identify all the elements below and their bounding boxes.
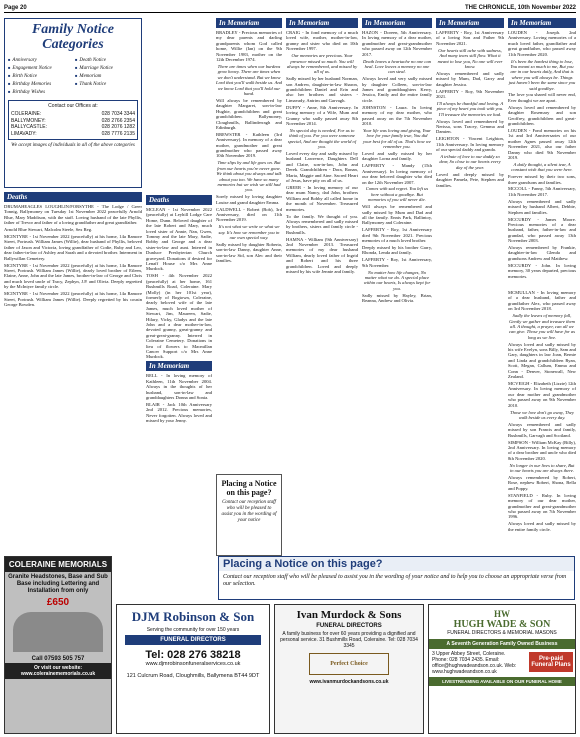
- notice-text: Sorely missed by loving daughter Louise and grand daughter Emma.: [216, 194, 282, 205]
- notice-verse: A tribute of love to our daddy so dear, So close to our hearts every day of the year.: [439, 154, 501, 170]
- ad-hugh-wade[interactable]: [428, 604, 576, 734]
- category-item: ■ Anniversary: [8, 56, 71, 64]
- notice-text: Always remembered by Frankie, daughter-in-law Glenda and grandsons Andrew and Matthew.: [508, 245, 576, 261]
- ad-subtitle: FUNERAL DIRECTORS & MEMORIAL MASONS: [447, 630, 557, 636]
- ad-address: 121 Culcrum Road, Cloughmills, Ballymena BT44 9DT: [126, 673, 260, 679]
- notice-verse: No matter how life changes, No matter what we do. A special place within our hearts, Is always kept for you.: [363, 269, 431, 291]
- office-name: COLERAINE:: [11, 111, 42, 117]
- ad-djm-robinson[interactable]: [116, 604, 270, 734]
- memoriam-header: In Memoriam: [146, 361, 212, 371]
- notice-text: GREER - In loving memory of our dear mum Nancy, dad John, brothers William and Bobby all called home in the month of November. Treasured memories.: [286, 184, 358, 212]
- notice-text: Arnold Blue Stewart, Malcolm Steele, Sex Reg.: [4, 227, 93, 233]
- category-item: ■ Birthday Memories: [8, 80, 71, 88]
- notice-text: BRADLEY - Precious memories of my dear parents and darling grandparents whom God called home, Willie (Ian) on the 9th November 1983, mother on the 12th December 1974.: [216, 30, 282, 63]
- office-phone: 028 7034 3344: [101, 111, 135, 117]
- notice-text: DUFFY - Anne, 8th Anniversary. In loving memory of a Wife, Mum and Granny who sadly passed away 8th November 2014.: [286, 104, 358, 126]
- category-item: ■ Thank Notice: [75, 80, 138, 88]
- notice-text: Sadly missed by daughter Roberta, son-in-law Danny, daughter Anne, son-in-law Sid, son Alec and their families.: [216, 242, 282, 264]
- notice-text: LAFFERTY - Mandy (15th Anniversary). In loving memory of our dear beloved daughter who died on the 12th November 2007.: [362, 163, 432, 185]
- notice-text: MCLEAN - 1st November 2022 (peacefully) at Leyhill Lodge Care Home, Dunn. Beloved daughter of the late Robert and Mary, much loved sister of Annie, Nan, Gwen, Tommy and the late Mary, Sadie, Bobby and George and a dear sister-in-law and aunt. Interred in Dunluce Presbyterian Church graveyard. Donations if desired for Lenaff House c/o Mrs Anne Murdock.: [146, 207, 212, 272]
- column-8: [508, 290, 576, 553]
- placing-banner-body: Contact our reception staff who will be pleased to assist you in the wording of your notice and to help you to choose an appropriate verse from our selection.: [223, 574, 567, 587]
- column-2: [146, 195, 212, 553]
- notice-verse: Your life was loving and giving, Your love for your family true, You did your best for all of us. That's how we remember you.: [363, 127, 431, 150]
- image-note: We accept images of individuals in all of the above categories: [11, 143, 135, 148]
- notice-text: MCCURDY - John. In loving memory, 30 years departed, precious memories.: [508, 262, 576, 279]
- notice-text: Loved and deeply missed by daughter Pamela, Pete, Stephen and families.: [436, 171, 504, 188]
- page-number: Page 20: [4, 4, 27, 11]
- notice-verse: Comes with sad regret. You left us here without a goodbye. But memories of you will never die.: [365, 186, 429, 203]
- notice-verse: No longer in our lives to share, But in our hearts you are always there.: [509, 462, 575, 474]
- notice-verse: A daily thought, a silent tear, A constant wish that you were here.: [511, 161, 573, 173]
- notice-text: Always loved and very sadly missed by daughter Colleen, son-in-law James and granddaughters Kerry, Jessica, Emily and the entire family circle.: [362, 76, 432, 103]
- office-phone: 028 2076 1282: [101, 124, 135, 130]
- ad-coleraine-memorials[interactable]: [4, 556, 112, 734]
- notice-text: MCINTYRE - 1st November 2022 (peacefully) at his home, 14a Ramore Street, Portrush. William James (Willie), dearly loved brother of Eileen, Elaine, Anne, John and the late James, brother-in-law of George and Chris and much loved uncle of Tracy, Zephyn, J.P. and Olivia. Deeply regretted by the McIntyre family circle.: [4, 262, 142, 290]
- notice-text: TOSH - 4th November 2022 (peacefully) at her home, 161 Bushmills Road, Coleraine. Mary (Molly) (in her 101st year), formerly of Bogtown, Coleraine, dearly beloved wife of the late James, much loved mother of Stewart, Jim, Maureen, Sadie, Hilary, Vicky, Gladys and the late John and a dear mother-in-law, devoted granny, great-granny and great-great-granny. Interred in Coleraine Cemetery. Donations in lieu of flowers to Macmillan Cancer Support c/o Mrs Anne Murdock.: [146, 273, 212, 360]
- notice-text: Loved and sadly missed by her daughter Lorna and family.: [362, 151, 432, 162]
- notice-text: STANFIELD - Ruby. In loving memory of our dear mother, grandmother and great-grandmother who passed away on 7th November 1996.: [508, 492, 576, 520]
- contact-title: Contact our Offices at:: [48, 103, 98, 109]
- ad-description: A family business for over 60 years providing a dignified and personal service. 31 Bushmills Road, Coleraine. Tel: 028 7034 3345: [280, 631, 418, 649]
- notice-text: Always loved and sadly missed by his wife Evelyn, sons Billy, Sam and Gary, daughters in law Joan, Bernie and Linda and grandchildren Ryan, Scott, Megan, Callum, Emma and Conn - Denver, Stonewall, New Zealand.: [508, 341, 576, 380]
- ad-website: www.ivanmurdockandsons.co.uk: [309, 679, 389, 685]
- ad-ivan-murdock[interactable]: [274, 604, 424, 734]
- notice-text: MCVEIGH - Elizabeth (Lizzie) 12th Anniversary. In loving memory of our dear mother and grandmother who passed away on 9th November 2010.: [508, 381, 576, 408]
- hw-logo-icon: HW: [493, 609, 510, 619]
- office-row: [11, 131, 135, 138]
- headstone-icon: [13, 612, 103, 652]
- notice-verse: Sadly the leaves of memory fall, Gently we gather and treasure them all. A thought, a prayer, can all we can give. Those you will have for as long as we live.: [508, 313, 576, 340]
- ad-website: Or visit our website: www.colerainememorials.co.uk: [5, 663, 111, 679]
- ad-text: Granite Headstones, Base and Sub Base including Lettering and Installation from only: [8, 574, 108, 594]
- office-name: BALLYCASTLE:: [11, 124, 48, 130]
- placing-body: Contact our reception staff who will be pleased to assist you in the wording of your notice: [221, 500, 277, 523]
- notice-text: MCINTYRE - 1st November 2022 (peacefully) at his home, 14a Ramore Street, Portrush. William James (Willie), dear husband of Phyllis, beloved father of Jason and Victoria, loving grandfather of Codie, Ruby and Leo, dear father-in-law of Ashley and Sarah and a devoted brother. Interment in Ballywillan Cemetery.: [4, 234, 142, 261]
- office-name: BALLYMONEY:: [11, 117, 46, 124]
- notice-text: LAFFERTY - Roy, 1st Anniversary, 9th November.: [362, 257, 432, 268]
- ad-bottom-strip: LIVESTREAMING AVAILABLE ON OUR FUNERAL HOME: [429, 677, 575, 686]
- notice-text: Loved every day and sadly missed by husband Lawrence, Daughters Dell and Claire, son-in-law, John and Derek. Grandchildren - Dora, Ronan, Maria, Maggie and Aine. Sacred Heart of Jesus, have pity on all of us.: [286, 151, 358, 184]
- category-item: ■ Memoriam: [75, 72, 138, 80]
- ad-phone: Call 07593 505 757: [31, 656, 85, 662]
- deaths-header: Deaths: [146, 195, 212, 205]
- memoriam-header: In Memoriam: [216, 18, 282, 28]
- memoriam-header: In Memoriam: [362, 18, 432, 28]
- perfect-choice-logo: Perfect Choice: [309, 653, 389, 675]
- notice-text: HAZON - Doreen, 5th Anniversary. In loving memory of a dear mother, grandmother and great-grandmother who passed away on 12th November 2017.: [362, 30, 432, 57]
- ad-title: COLERAINE MEMORIALS: [5, 557, 111, 572]
- notice-text: DRUMAHEAGLES LOUGHLIN/FORSYTHE - The Lodge / Greer Tonnig, Ballymoney on Tuesday 1st November 2022 peacefully Arnold Blue, Mary Maddison, with the staff. Loving husband of the late Phyllis, father of Trevor and father of a loving grandfather and great grandfather.: [4, 204, 142, 226]
- notice-text: BELL - In loving memory of Kathleen, 11th November 2004. Always in the thoughts of her husband, son-in-law and granddaughters Donna and Sonia.: [146, 373, 212, 400]
- notice-verse: I'll always be thankful and loving. A piece of my heart you took with you. I'll treasure the memories we had.: [436, 100, 504, 117]
- notice-text: Always loved and remembered by daughter Rosemary and son Geoffrey, grandchildren and great-grandchildren.: [508, 104, 576, 126]
- notice-text: HAMNA - William (9th Anniversary) 2nd November 2013. Treasured memories of my dear husband William, dearly loved father of Ingrid and Robert and his three grandchildren. Loved and deeply missed by his wife Jennie and family.: [286, 236, 358, 275]
- ad-phone: Tel: 028 276 38218: [145, 649, 241, 661]
- prepaid-badge: Pre-paid Funeral Plans: [529, 652, 573, 672]
- notice-text: CALDWELL - Robert (Bob), 3rd Anniversary, died on 11th November 2019.: [216, 206, 282, 223]
- notice-text: Will always be remembered by daughter Margaret, son-in-law Hughie, grandchildren and great grandchildren. Ballymoney, Cloughmills, Ballinderragh and Edinburgh.: [216, 97, 282, 130]
- notice-verse: Death leaves a heartache no one can heal. Love leaves a memory no one can steal.: [362, 58, 432, 75]
- column-4: [286, 18, 358, 553]
- notice-text: SIMPSON - William McKay (Billy), 2nd Anniversary. In loving memory of a dear brother and uncle who died 8th November 2020.: [508, 439, 576, 461]
- notice-text: LAFFERTY - Roy, 1st Anniversary died 9th November 2021. Precious memories of a much loved brother.: [362, 227, 432, 244]
- notice-text: Always loved and remembered by Nerissa, sons Tracey, Gemma and Damien.: [436, 118, 504, 135]
- notice-text: LAFFERTY - Roy, 9th November 2021.: [436, 88, 504, 99]
- category-item: ■ Engagement Notice: [8, 64, 71, 72]
- notice-text: The love you shared will never end, Ever thought we are apart.: [508, 92, 576, 103]
- placing-notice-small: [216, 474, 282, 556]
- notice-verse: Time slips by and life goes on. But from our hearts you're never gone. We think about you always and talk about you too. We have so many memories but we wish we still had you.: [216, 160, 282, 193]
- ad-subtitle: FUNERAL DIRECTORS: [316, 623, 382, 629]
- notice-verse: There are times when our burdens grow heavy. There are times when we don't understand. But we know Lord that you'll walk beside us. And we know Lord that you'll hold our hand.: [216, 63, 282, 96]
- paper-date: THE CHRONICLE, 10th November 2022: [464, 4, 576, 11]
- notice-text: LOUDEN - Fond memories on his 1st and 3rd Anniversaries of our mother Agnes passed away 12th November 2021, also our father Danny who died 9th November 2019.: [508, 127, 576, 160]
- ad-title: DJM Robinson & Son: [131, 609, 255, 624]
- column-7: [508, 18, 576, 286]
- ad-title: Ivan Murdock & Sons: [296, 609, 402, 621]
- family-notice-title: Family Notice Categories: [31, 22, 115, 52]
- office-phone: 028 7776 2135: [101, 130, 135, 137]
- deaths-header: Deaths: [4, 192, 142, 202]
- ad-strip: A Seventh Generation Family Owned Business: [429, 639, 575, 649]
- notice-verse: It's been the hardest thing to lose, You meant so much to me, But you are in our hearts daily, And that is where you will always be. Things just haven't been the same since you said goodbye.: [508, 58, 576, 91]
- placing-title: Placing a Notice on this page?: [221, 479, 277, 497]
- placing-notice-banner: [218, 556, 575, 600]
- notice-text: LEIGHTON - Vincent Leighton, 11th Anniversary. In loving memory of our special daddy and granda.: [436, 136, 504, 153]
- notice-text: Always remembered and sadly missed by husband Albert, Debbie, Stephen and families.: [508, 198, 576, 215]
- ad-price: £650: [46, 597, 70, 608]
- notice-text: LAFFERTY - Roy, 1st Anniversary of a loving Son and Father 9th November 2021.: [436, 30, 504, 46]
- ad-details: 3 Upper Abbey Street, Coleraine. Phone: 028 7034 2435. Email: office@hughwadeandson.co.uk. Web: www.hughwadeandson.co.uk: [432, 651, 517, 675]
- notice-text: To the family. We thought of you. Always remembered and sadly missed by brothers, sisters and family circle - Bushmills.: [286, 213, 358, 235]
- notice-text: Will always be remembered and sadly missed by Mum and Dad and all the family. Ennis Park, Ballintoy, Ballymoney and Coleraine.: [362, 204, 432, 226]
- memoriam-header: In Memoriam: [286, 18, 358, 28]
- notice-text: BLAIR - Jack 10th Anniversary 2nd 2012. Precious memories, Never forgotten. Always loved and missed by your Jenny.: [146, 401, 212, 424]
- contact-box: [8, 100, 138, 140]
- placing-banner-title: Placing a Notice on this page?: [219, 557, 574, 571]
- office-name: LIMAVADY:: [11, 130, 37, 137]
- category-list: [8, 56, 138, 96]
- notice-verse: Our memories are precious. Your presence missed so much. You will always be remembered, and missed by all of us.: [286, 53, 358, 75]
- notice-text: MCCURDY - James Moore. Precious memories of a dear husband, father, father-in-law and grandad, who passed away 13th November 2003.: [508, 216, 576, 244]
- notice-verse: Our hearts still ache with sadness, And many tears still flow. What it meant to lose you, No one will ever know.: [437, 47, 503, 69]
- notice-text: Always remembered and sadly missed by son Francis and family, Bushmills, Garvagh and Scotland.: [508, 421, 576, 438]
- notice-text: Always loved and sadly missed by the entire family circle.: [508, 521, 576, 532]
- notice-text: CRAIG - In fond memory of a much loved wife, mother, mother-in-law, granny and sister who died on 10th November 1997.: [286, 30, 358, 52]
- notice-verse: It's not what we write or what we say. It's how we remember you in our own special way.: [218, 224, 280, 241]
- notice-text: BREWSTER - Kathleen (3rd Anniversary). In memory of a dear mother, grandmother and great grandmother who passed away 10th November 2019.: [216, 131, 282, 159]
- memoriam-header: In Memoriam: [436, 18, 504, 28]
- notice-text: Always remembered and sadly missed by Mum, Dad, Garry and daughter Jessica.: [436, 70, 504, 87]
- column-6: [436, 18, 504, 553]
- notice-text: Sadly missed by Hayley, Brian, Reanna, Andrew and Olivia.: [362, 292, 432, 304]
- notice-text: Sadly missed by her husband Norman, son Andrew, daughter-in-law Sharon, grandchildren Daniel and Erin and also her brothers and sisters - Limavady, Antrim and Garvagh.: [286, 76, 358, 103]
- column-1: [4, 18, 142, 553]
- notice-text: LOUDEN - Joseph. 2nd Anniversary. Loving memories of a much loved father, grandfather and great grandfather, who passed away 11th November 2020.: [508, 30, 576, 57]
- category-item: ■ Death Notice: [75, 56, 138, 64]
- notice-verse: No special day is needed, For us to think of you. For you were someone special, And are thought the world of you.: [287, 127, 357, 150]
- column-3: [216, 18, 282, 553]
- notice-text: MCMULLAN - In loving memory of a dear husband, father and grandfather Alex, who passed away on 3rd November 2018.: [508, 290, 576, 312]
- column-5: [362, 18, 432, 553]
- family-notice-box: [4, 18, 142, 188]
- category-item: ■ Marriage Notice: [75, 64, 138, 72]
- ad-title: HUGH WADE & SON: [453, 619, 551, 630]
- notice-text: Deeply missed by his brother Garry, Rhonda, Lenda and family.: [362, 245, 432, 256]
- ad-website: www.djmrobinsonfuneralservices.co.uk: [145, 661, 241, 667]
- notice-text: JOHNSTON - Laura. In loving memory of my dear mother, who passed away on the 7th November 2010.: [362, 104, 432, 126]
- ad-subtitle: Serving the community for over 150 years: [146, 627, 240, 633]
- category-item: ■ Birth Notice: [8, 72, 71, 80]
- memoriam-header: In Memoriam: [508, 18, 576, 28]
- notice-text: Always remembered by Robert, Rose, nephew Robert, Shona, Bella and Poppy.: [508, 475, 576, 491]
- notice-text: MCINTYRE - 1st November 2022 (peacefully) at his home, 14a Ramore Street, Portrush. William James (Willie). Deeply regretted by his cousin George Bowden.: [4, 291, 142, 307]
- notice-verse: Those we love don't go away, They walk beside us every day.: [510, 409, 574, 420]
- office-phone: 028 2766 2354: [101, 117, 135, 124]
- ad-funeral-directors: FUNERAL DIRECTORS: [125, 635, 261, 645]
- notice-text: MCCOLL - Fanny, 5th Anniversary, 11th November 2017.: [508, 186, 576, 197]
- notice-text: Forever missed by their two sons, three grandsons and families.: [508, 174, 576, 185]
- category-item: ■ Birthday Wishes: [8, 88, 71, 96]
- page-header: [4, 3, 576, 13]
